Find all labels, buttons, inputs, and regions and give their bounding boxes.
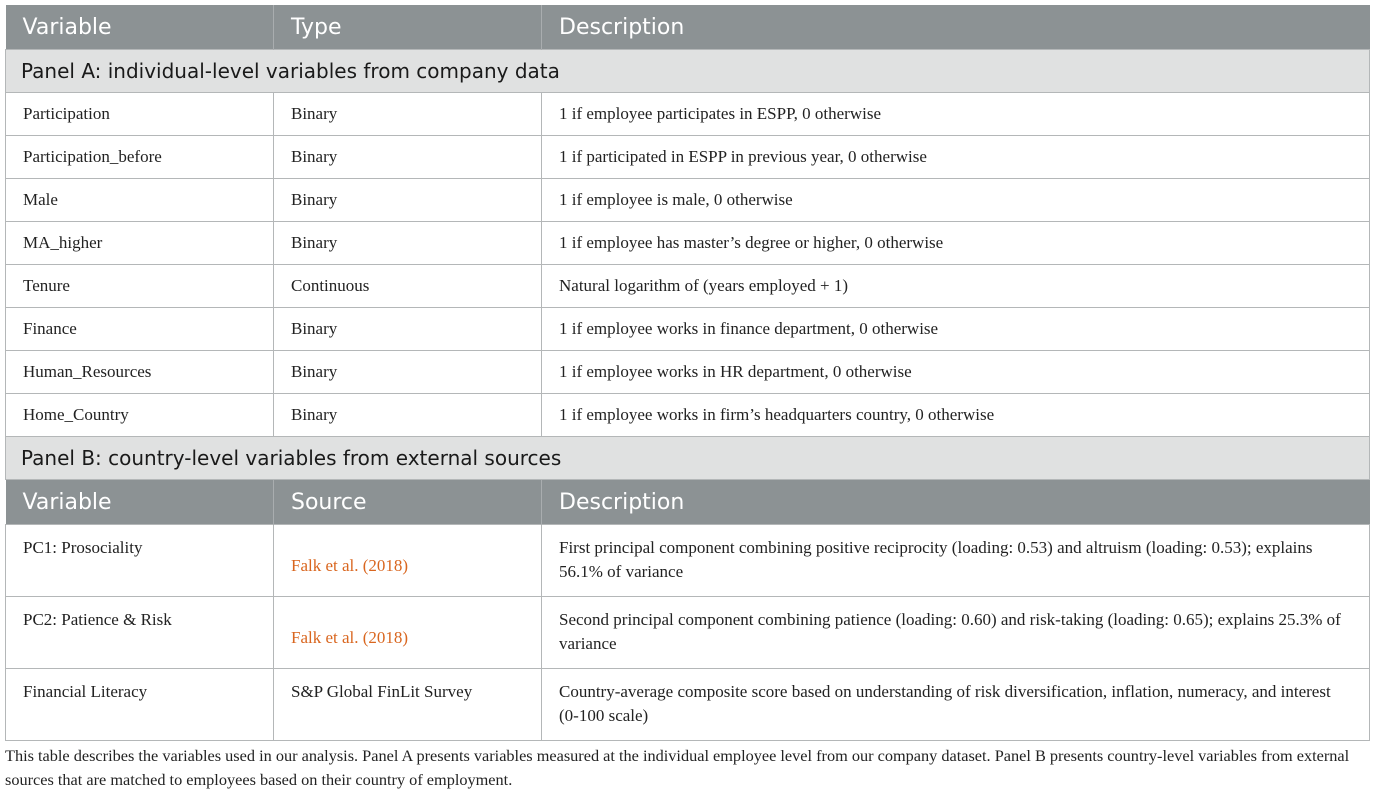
header-variable: Variable [6, 5, 274, 50]
citation-link[interactable]: Falk et al. (2018) [291, 556, 409, 575]
table-row [6, 308, 1370, 351]
header-source: Source [274, 480, 542, 525]
cell-variable: PC2: Patience & Risk [6, 597, 274, 669]
cell-description: First principal component combining positive reciprocity (loading: 0.53) and altruism (loading: 0.53); explains 56.1% of variance [542, 525, 1370, 597]
variables-table-container [5, 5, 1369, 741]
cell-variable: Home_Country [6, 394, 274, 437]
cell-variable: MA_higher [6, 222, 274, 265]
variables-table [5, 5, 1370, 741]
header-description: Description [542, 5, 1370, 50]
table-row [6, 351, 1370, 394]
cell-description: 1 if employee participates in ESPP, 0 otherwise [542, 93, 1370, 136]
cell-description: Country-average composite score based on understanding of risk diversification, inflation, numeracy, and interest (0-100 scale) [542, 669, 1370, 741]
table-row [6, 669, 1370, 741]
citation-link[interactable]: Falk et al. (2018) [291, 628, 409, 647]
table-row [6, 136, 1370, 179]
cell-type: Continuous [274, 265, 542, 308]
cell-type: Binary [274, 93, 542, 136]
cell-variable: Participation [6, 93, 274, 136]
cell-description: 1 if employee is male, 0 otherwise [542, 179, 1370, 222]
cell-source [274, 525, 542, 597]
cell-variable: PC1: Prosociality [6, 525, 274, 597]
panel-b-header-row [6, 480, 1370, 525]
cell-type: Binary [274, 179, 542, 222]
cell-variable: Participation_before [6, 136, 274, 179]
cell-description: 1 if participated in ESPP in previous year, 0 otherwise [542, 136, 1370, 179]
cell-description: 1 if employee works in HR department, 0 otherwise [542, 351, 1370, 394]
table-row [6, 394, 1370, 437]
cell-variable: Male [6, 179, 274, 222]
panel-a-heading-row [6, 50, 1370, 93]
cell-variable: Financial Literacy [6, 669, 274, 741]
panel-b-title: Panel B: country-level variables from external sources [6, 437, 1370, 480]
cell-type: Binary [274, 351, 542, 394]
cell-source [274, 597, 542, 669]
cell-description: 1 if employee works in firm’s headquarters country, 0 otherwise [542, 394, 1370, 437]
table-row [6, 93, 1370, 136]
cell-variable: Tenure [6, 265, 274, 308]
cell-type: Binary [274, 136, 542, 179]
cell-description: 1 if employee works in finance department, 0 otherwise [542, 308, 1370, 351]
cell-description: Natural logarithm of (years employed + 1) [542, 265, 1370, 308]
cell-variable: Human_Resources [6, 351, 274, 394]
cell-type: Binary [274, 222, 542, 265]
table-row [6, 525, 1370, 597]
cell-description: 1 if employee has master’s degree or higher, 0 otherwise [542, 222, 1370, 265]
panel-a-title: Panel A: individual-level variables from company data [6, 50, 1370, 93]
panel-b-heading-row [6, 437, 1370, 480]
header-type: Type [274, 5, 542, 50]
cell-type: Binary [274, 308, 542, 351]
cell-variable: Finance [6, 308, 274, 351]
table-header-row [6, 5, 1370, 50]
cell-description: Second principal component combining patience (loading: 0.60) and risk-taking (loading: 0.65); explains 25.3% of variance [542, 597, 1370, 669]
table-row [6, 265, 1370, 308]
table-row [6, 597, 1370, 669]
cell-type: Binary [274, 394, 542, 437]
header-description: Description [542, 480, 1370, 525]
header-variable: Variable [6, 480, 274, 525]
table-footnote: This table describes the variables used in our analysis. Panel A presents variables measured at the individual employee level from our company dataset. Panel B presents country-level variables from external sources that are matched to employees based on their country of employment. [5, 746, 1350, 789]
cell-source: S&P Global FinLit Survey [274, 669, 542, 741]
table-row [6, 222, 1370, 265]
table-row [6, 179, 1370, 222]
